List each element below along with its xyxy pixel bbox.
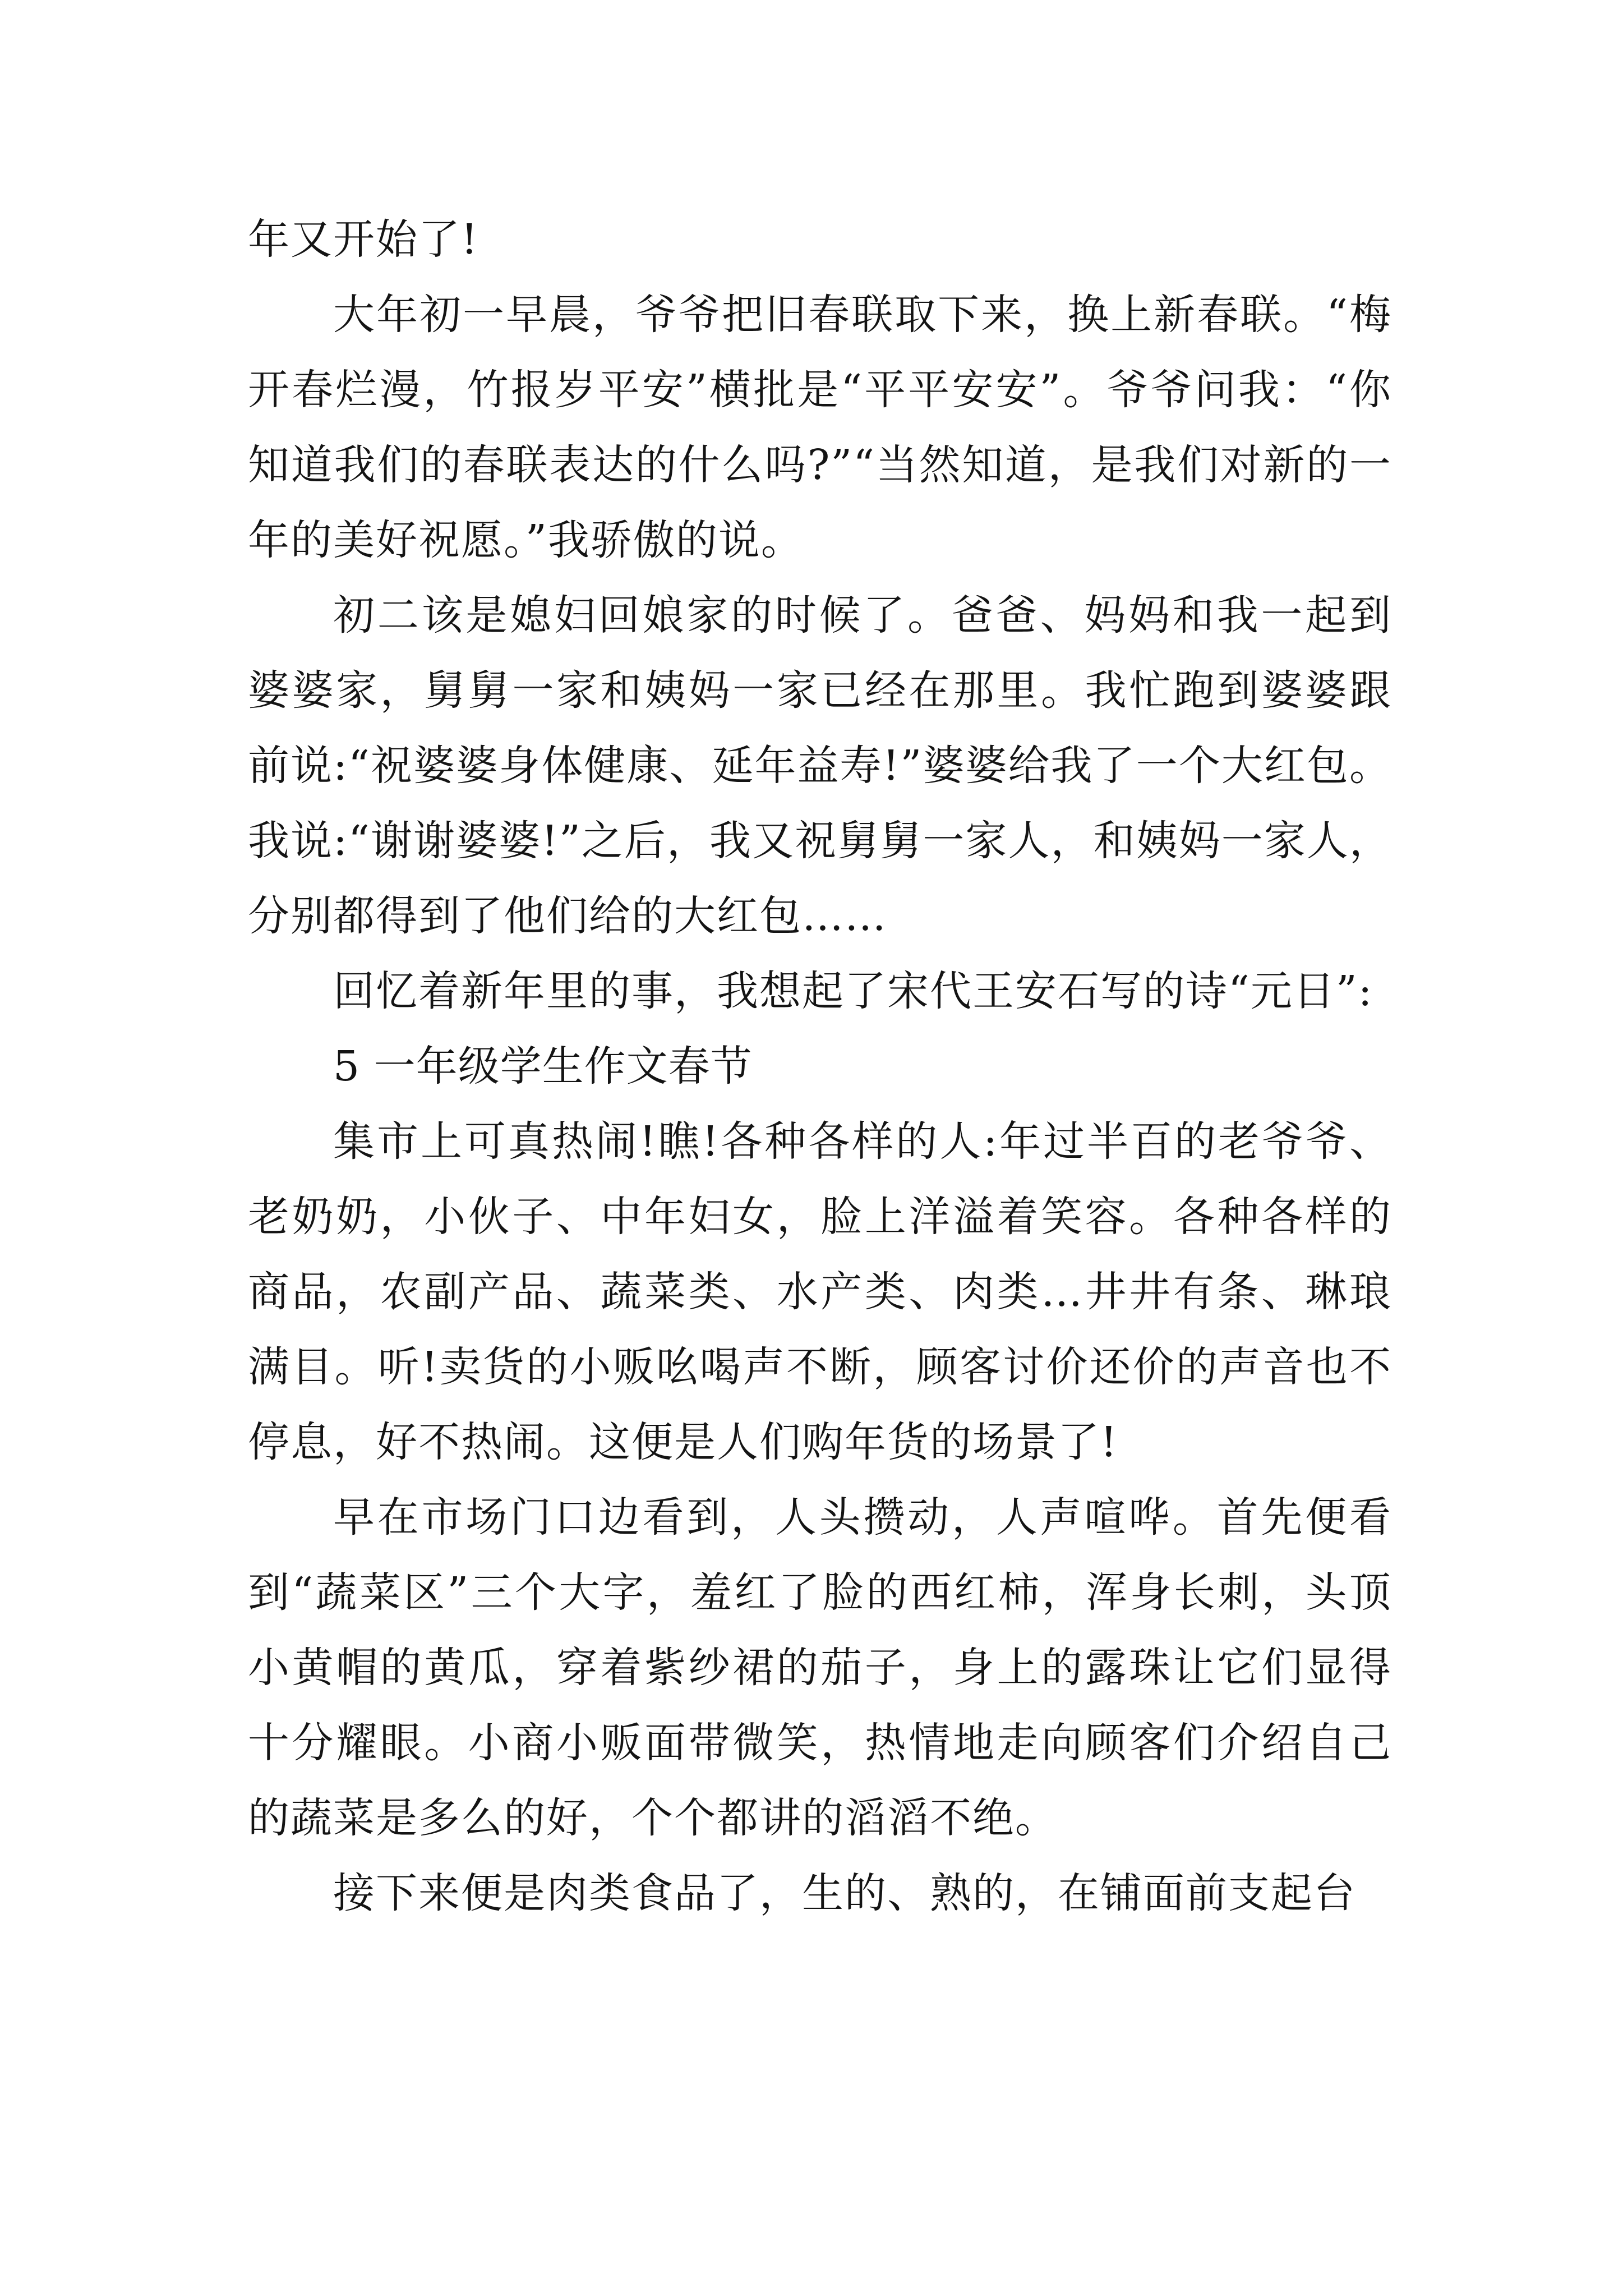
paragraph-6: 早在市场门口边看到，人头攒动，人声喧哗。首先便看到“蔬菜区”三个大字，羞红了脸的西红柿，浑身长刺，头顶小黄帽的黄瓜，穿着紫纱裙的茄子，身上的露珠让它们显得十分耀眼。小商小贩面带微笑，热情地走向顾客们介绍自己的蔬菜是多么的好，个个都讲的滔滔不绝。 bbox=[248, 1493, 1392, 1842]
document-body bbox=[248, 202, 1392, 1931]
paragraph-1: 年又开始了! bbox=[248, 215, 479, 264]
paragraph-7: 接下来便是肉类食品了，生的、熟的，在铺面前支起台 bbox=[333, 1869, 1356, 1917]
paragraph-5: 集市上可真热闹!瞧!各种各样的人:年过半百的老爷爷、老奶奶，小伙子、中年妇女，脸上洋溢着笑容。各种各样的商品，农副产品、蔬菜类、水产类、肉类…井井有条、琳琅满目。听!卖货的小贩吆喝声不断，顾客讨价还价的声音也不停息，好不热闹。这便是人们购年货的场景了! bbox=[248, 1117, 1392, 1466]
paragraph-3: 初二该是媳妇回娘家的时候了。爸爸、妈妈和我一起到婆婆家，舅舅一家和姨妈一家已经在那里。我忙跑到婆婆跟前说:“祝婆婆身体健康、延年益寿!”婆婆给我了一个大红包。我说:“谢谢婆婆!”之后，我又祝舅舅一家人，和姨妈一家人，分别都得到了他们给的大红包…… bbox=[248, 591, 1392, 940]
paragraph-2: 大年初一早晨，爷爷把旧春联取下来，换上新春联。“梅开春烂漫，竹报岁平安”横批是“平平安安”。爷爷问我：“你知道我们的春联表达的什么吗?”“当然知道，是我们对新的一年的美好祝愿。”我骄傲的说。 bbox=[248, 291, 1392, 564]
paragraph-4: 回忆着新年里的事，我想起了宋代王安石写的诗“元日”: bbox=[333, 967, 1373, 1015]
section-heading: 5 一年级学生作文春节 bbox=[333, 1042, 753, 1091]
